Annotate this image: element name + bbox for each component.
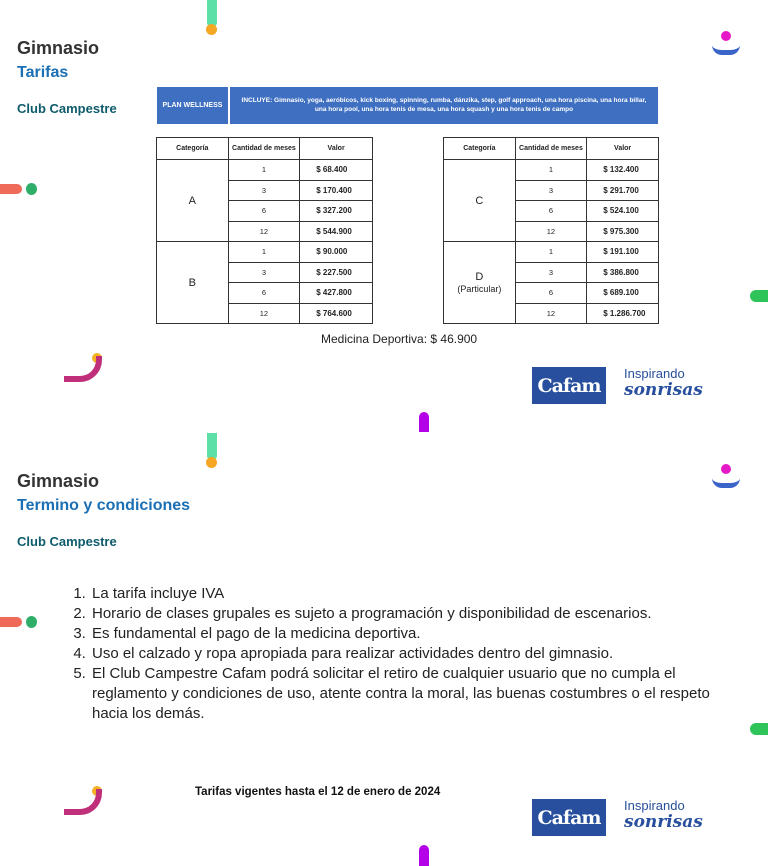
- value-cell: $ 524.100: [587, 201, 659, 222]
- term-item: 2. Horario de clases grupales es sujeto a programación y disponibilidad de escenarios.: [90, 604, 730, 624]
- value-cell: $ 170.400: [300, 180, 373, 201]
- club-name: Club Campestre: [17, 534, 117, 549]
- term-item: 1. La tarifa incluye IVA: [90, 584, 730, 604]
- months-cell: 6: [515, 283, 587, 304]
- category-cell: B: [157, 242, 229, 324]
- months-cell: 1: [228, 242, 300, 263]
- months-cell: 1: [228, 160, 300, 181]
- rates-table-left: [156, 137, 373, 324]
- months-cell: 6: [228, 201, 300, 222]
- confetti-green-pill-icon: [750, 723, 768, 735]
- months-cell: 3: [515, 262, 587, 283]
- confetti-magenta-curve-icon: [64, 789, 102, 815]
- confetti-green-dot-icon: [26, 183, 37, 195]
- months-cell: 12: [228, 221, 300, 242]
- term-item: 4. Uso el calzado y ropa apropiada para realizar actividades dentro del gimnasio.: [90, 644, 730, 664]
- category-cell: D (Particular): [444, 242, 516, 324]
- confetti-coral-bar-icon: [0, 184, 22, 194]
- page-title: Gimnasio: [17, 38, 100, 58]
- cafam-logo: Cafam: [532, 799, 606, 836]
- months-cell: 3: [228, 262, 300, 283]
- tagline-sonrisas: sonrisas: [624, 812, 703, 832]
- rates-table-right: [443, 137, 659, 324]
- months-cell: 3: [515, 180, 587, 201]
- months-cell: 12: [515, 221, 587, 242]
- confetti-magenta-dot-icon: [721, 464, 731, 474]
- value-cell: $ 291.700: [587, 180, 659, 201]
- terms-list: [68, 584, 730, 724]
- value-cell: $ 975.300: [587, 221, 659, 242]
- months-cell: 12: [515, 303, 587, 324]
- confetti-blue-smile-icon: [712, 478, 740, 488]
- header-category: Categoría: [444, 138, 516, 160]
- confetti-green-pill-icon: [750, 290, 768, 302]
- term-item: 5. El Club Campestre Cafam podrá solicitar el retiro de cualquier usuario que no cumpla el reglamento y condiciones de uso, atente contra la moral, las buenas costumbres o el respeto hacia los demás.: [90, 664, 730, 724]
- value-cell: $ 544.900: [300, 221, 373, 242]
- validity-note: Tarifas vigentes hasta el 12 de enero de 2024: [195, 786, 441, 798]
- confetti-yellow-dot-icon: [206, 24, 217, 35]
- header-category: Categoría: [157, 138, 229, 160]
- months-cell: 3: [228, 180, 300, 201]
- confetti-purple-bar-icon: [419, 845, 429, 866]
- tagline-inspirando: Inspirando: [624, 366, 685, 381]
- months-cell: 1: [515, 242, 587, 263]
- months-cell: 12: [228, 303, 300, 324]
- confetti-blue-smile-icon: [712, 45, 740, 55]
- confetti-green-dot-icon: [26, 616, 37, 628]
- category-subtitle: (Particular): [457, 284, 502, 294]
- months-cell: 1: [515, 160, 587, 181]
- header-value: Valor: [300, 138, 373, 160]
- plan-label: PLAN WELLNESS: [157, 87, 228, 124]
- confetti-purple-bar-icon: [419, 412, 429, 432]
- plan-description: INCLUYE: Gimnasio, yoga, aeróbicos, kick boxing, spinning, rumba, dánzika, step, golf approach, una hora piscina, una hora billar, una hora pool, una hora tenis de mesa, una hora squash y una hora tenis de campo: [230, 87, 658, 124]
- page-title: Gimnasio: [17, 471, 100, 491]
- page-subtitle: Termino y condiciones: [17, 497, 191, 514]
- header-months: Cantidad de meses: [515, 138, 587, 160]
- confetti-yellow-dot-icon: [206, 457, 217, 468]
- cafam-logo: Cafam: [532, 367, 606, 404]
- category-cell: A: [157, 160, 229, 242]
- club-name: Club Campestre: [17, 101, 117, 116]
- value-cell: $ 68.400: [300, 160, 373, 181]
- value-cell: $ 386.800: [587, 262, 659, 283]
- page-subtitle: Tarifas: [17, 64, 69, 81]
- value-cell: $ 90.000: [300, 242, 373, 263]
- tagline-inspirando: Inspirando: [624, 798, 685, 813]
- value-cell: $ 1.286.700: [587, 303, 659, 324]
- value-cell: $ 191.100: [587, 242, 659, 263]
- header-months: Cantidad de meses: [228, 138, 300, 160]
- confetti-magenta-curve-icon: [64, 356, 102, 382]
- months-cell: 6: [228, 283, 300, 304]
- value-cell: $ 132.400: [587, 160, 659, 181]
- confetti-green-bar-icon: [207, 0, 217, 26]
- medicina-deportiva: Medicina Deportiva: $ 46.900: [321, 332, 478, 346]
- value-cell: $ 327.200: [300, 201, 373, 222]
- header-value: Valor: [587, 138, 659, 160]
- tagline-sonrisas: sonrisas: [624, 380, 703, 400]
- confetti-magenta-dot-icon: [721, 31, 731, 41]
- category-cell: C: [444, 160, 516, 242]
- value-cell: $ 689.100: [587, 283, 659, 304]
- confetti-coral-bar-icon: [0, 617, 22, 627]
- months-cell: 6: [515, 201, 587, 222]
- value-cell: $ 764.600: [300, 303, 373, 324]
- term-item: 3. Es fundamental el pago de la medicina deportiva.: [90, 624, 730, 644]
- value-cell: $ 227.500: [300, 262, 373, 283]
- confetti-green-bar-icon: [207, 433, 217, 459]
- value-cell: $ 427.800: [300, 283, 373, 304]
